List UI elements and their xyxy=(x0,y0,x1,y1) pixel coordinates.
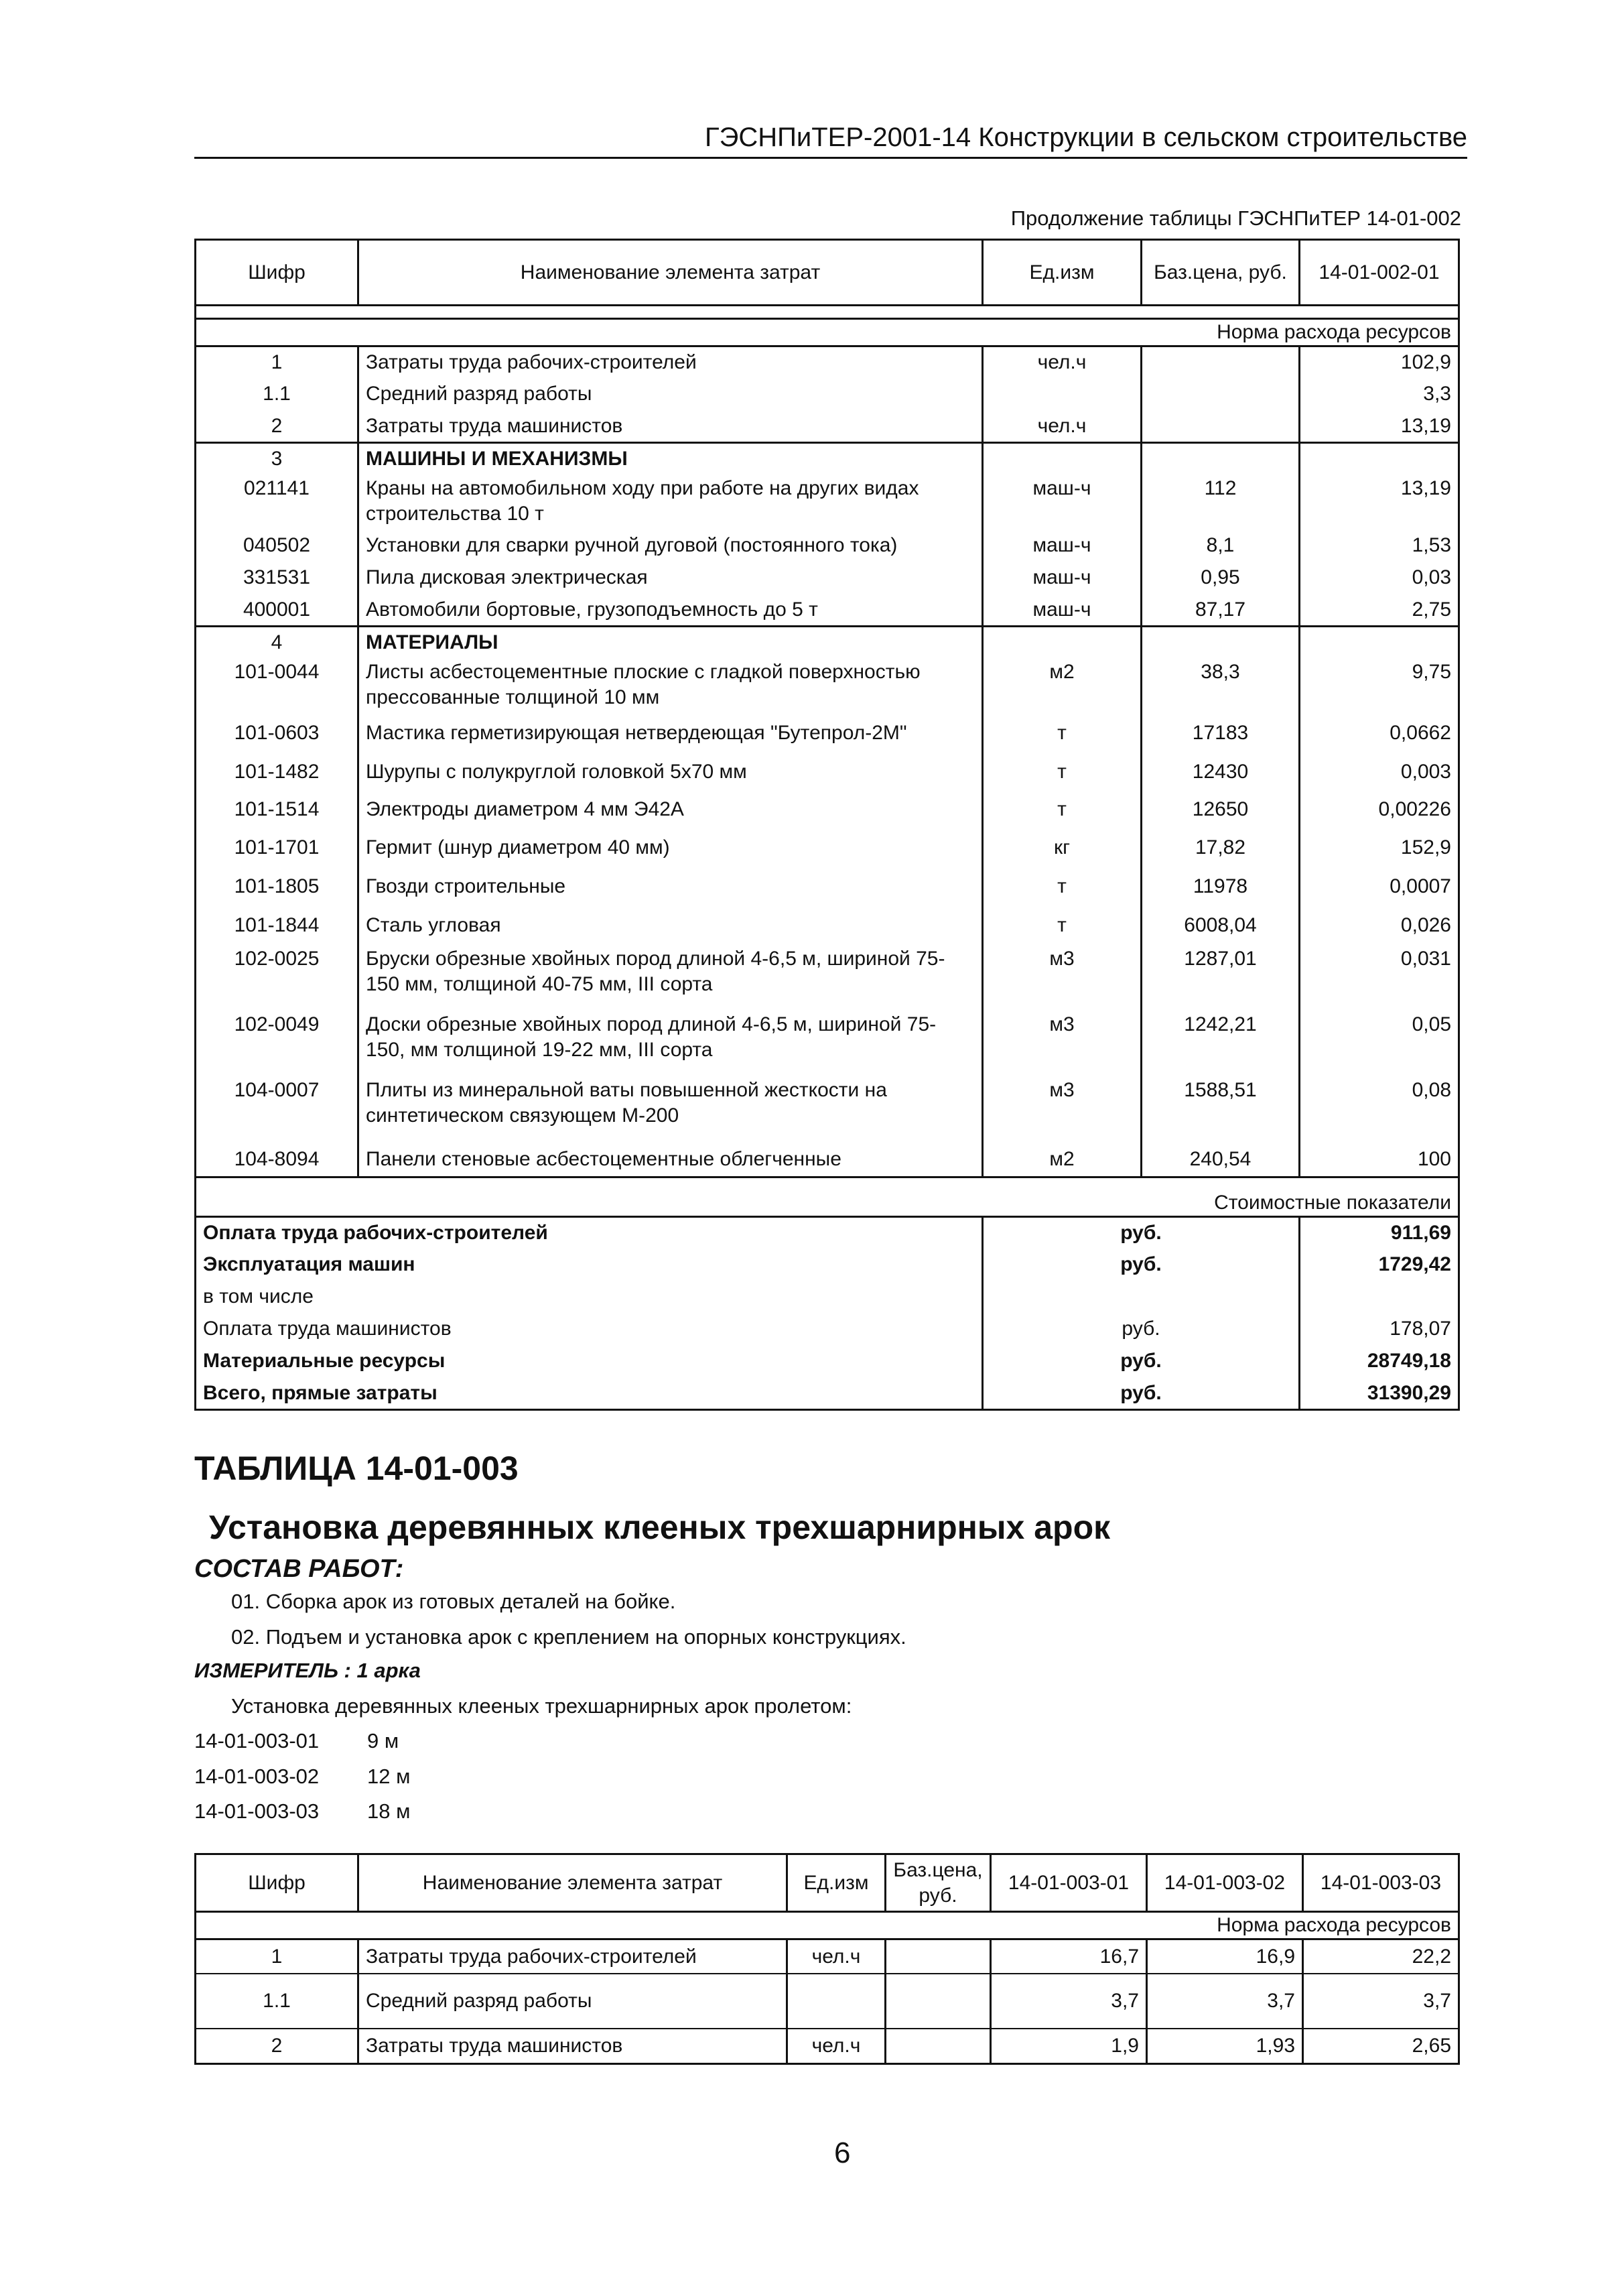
row-name: Плиты из минеральной ваты повышенной жесткости на синтетическом связующем М-200 xyxy=(358,1076,983,1142)
table-header-row xyxy=(196,1854,1459,1912)
row-value: 13,19 xyxy=(1300,474,1459,529)
variant-code: 14-01-003-03 xyxy=(194,1799,320,1823)
cost-name: Материальные ресурсы xyxy=(196,1345,983,1377)
row-code: 2 xyxy=(196,410,358,442)
row-price: 87,17 xyxy=(1142,594,1300,626)
row-price xyxy=(886,1939,991,1974)
column-header: Наименование элемента затрат xyxy=(358,240,983,306)
column-header: 14-01-002-01 xyxy=(1300,240,1459,306)
cost-value: 911,69 xyxy=(1300,1216,1459,1249)
row-name: Средний разряд работы xyxy=(358,1974,787,2029)
cost-name: Эксплуатация машин xyxy=(196,1249,983,1281)
cost-unit: руб. xyxy=(983,1345,1300,1377)
table-row xyxy=(196,791,1459,828)
table-row xyxy=(196,2029,1459,2063)
variant-code: 14-01-003-01 xyxy=(194,1729,320,1752)
row-unit: м2 xyxy=(983,1142,1142,1177)
cost-unit xyxy=(983,1281,1300,1313)
composition-label: СОСТАВ РАБОТ: xyxy=(194,1555,404,1583)
row-name: Гермит (шнур диаметром 40 мм) xyxy=(358,828,983,867)
row-price xyxy=(886,2029,991,2063)
row-value: 152,9 xyxy=(1300,828,1459,867)
cost-label-row xyxy=(196,1190,1459,1216)
row-name: МАТЕРИАЛЫ xyxy=(358,626,983,658)
row-value: 1,93 xyxy=(1147,2029,1303,2063)
row-value: 3,7 xyxy=(991,1974,1147,2029)
cost-label: Стоимостные показатели xyxy=(196,1190,1459,1216)
page-number: 6 xyxy=(834,2136,851,2169)
row-price: 6008,04 xyxy=(1142,906,1300,945)
table-row xyxy=(196,828,1459,867)
row-code: 101-0044 xyxy=(196,658,358,713)
cost-unit: руб. xyxy=(983,1216,1300,1249)
row-name: МАШИНЫ И МЕХАНИЗМЫ xyxy=(358,442,983,474)
row-value: 0,0007 xyxy=(1300,867,1459,906)
row-value: 13,19 xyxy=(1300,410,1459,442)
row-code: 1 xyxy=(196,1939,358,1974)
column-header: 14-01-003-03 xyxy=(1303,1854,1459,1912)
table-row xyxy=(196,626,1459,658)
row-name: Установки для сварки ручной дуговой (постоянного тока) xyxy=(358,529,983,562)
row-price: 8,1 xyxy=(1142,529,1300,562)
measure-label: ИЗМЕРИТЕЛЬ : xyxy=(194,1659,351,1682)
row-price: 1242,21 xyxy=(1142,1011,1300,1076)
row-price xyxy=(1142,346,1300,378)
norm-label: Норма расхода ресурсов xyxy=(196,319,1459,346)
table-row xyxy=(196,906,1459,945)
column-header: Ед.изм xyxy=(787,1854,886,1912)
row-unit: маш-ч xyxy=(983,529,1142,562)
resource-table-14-01-003 xyxy=(194,1853,1460,2065)
row-value: 3,7 xyxy=(1303,1974,1459,2029)
row-code: 021141 xyxy=(196,474,358,529)
norm-label-row xyxy=(196,1912,1459,1939)
row-price xyxy=(1142,442,1300,474)
measure-value: 1 арка xyxy=(356,1659,421,1682)
cost-unit: руб. xyxy=(983,1377,1300,1409)
measure-line xyxy=(194,1659,421,1683)
row-price xyxy=(1142,626,1300,658)
row-name: Бруски обрезные хвойных пород длиной 4-6,5 м, шириной 75-150 мм, толщиной 40-75 мм, III сорта xyxy=(358,945,983,1011)
table-row xyxy=(196,378,1459,410)
row-code: 1 xyxy=(196,346,358,378)
row-value: 9,75 xyxy=(1300,658,1459,713)
row-value: 0,0662 xyxy=(1300,713,1459,753)
row-unit: т xyxy=(983,791,1142,828)
row-value: 0,05 xyxy=(1300,1011,1459,1076)
row-value: 102,9 xyxy=(1300,346,1459,378)
row-name: Листы асбестоцементные плоские с гладкой поверхностью прессованные толщиной 10 мм xyxy=(358,658,983,713)
row-value: 3,7 xyxy=(1147,1974,1303,2029)
row-unit: м3 xyxy=(983,945,1142,1011)
cost-value: 178,07 xyxy=(1300,1313,1459,1345)
column-header: Шифр xyxy=(196,240,358,306)
norm-label-row xyxy=(196,319,1459,346)
table-row xyxy=(196,1939,1459,1974)
row-unit: чел.ч xyxy=(983,410,1142,442)
row-price xyxy=(1142,378,1300,410)
row-price: 17,82 xyxy=(1142,828,1300,867)
row-unit: т xyxy=(983,713,1142,753)
row-value: 2,75 xyxy=(1300,594,1459,626)
row-code: 102-0025 xyxy=(196,945,358,1011)
row-price xyxy=(1142,410,1300,442)
row-unit: чел.ч xyxy=(983,346,1142,378)
norm-label: Норма расхода ресурсов xyxy=(196,1912,1459,1939)
row-price: 12650 xyxy=(1142,791,1300,828)
variants-intro: Установка деревянных клееных трехшарнирных арок пролетом: xyxy=(231,1694,852,1718)
cost-row xyxy=(196,1345,1459,1377)
work-step: 01. Сборка арок из готовых деталей на бойке. xyxy=(231,1590,676,1613)
row-value xyxy=(1300,442,1459,474)
row-name: Электроды диаметром 4 мм Э42А xyxy=(358,791,983,828)
row-name: Затраты труда машинистов xyxy=(358,2029,787,2063)
variant-span: 18 м xyxy=(367,1799,411,1823)
row-name: Гвозди строительные xyxy=(358,867,983,906)
spacer-cell xyxy=(196,306,1459,319)
work-step: 02. Подъем и установка арок с креплением на опорных конструкциях. xyxy=(231,1625,906,1649)
row-unit: чел.ч xyxy=(787,2029,886,2063)
spacer-row xyxy=(196,306,1459,319)
column-header: Ед.изм xyxy=(983,240,1142,306)
row-unit: кг xyxy=(983,828,1142,867)
row-code: 400001 xyxy=(196,594,358,626)
row-value xyxy=(1300,626,1459,658)
row-unit: м2 xyxy=(983,658,1142,713)
table-row xyxy=(196,346,1459,378)
table-row xyxy=(196,1011,1459,1076)
row-value: 0,08 xyxy=(1300,1076,1459,1142)
column-header: Наименование элемента затрат xyxy=(358,1854,787,1912)
row-price: 240,54 xyxy=(1142,1142,1300,1177)
row-value: 0,00226 xyxy=(1300,791,1459,828)
row-name: Мастика герметизирующая нетвердеющая "Бутепрол-2М" xyxy=(358,713,983,753)
row-name: Сталь угловая xyxy=(358,906,983,945)
table-row xyxy=(196,442,1459,474)
row-price: 12430 xyxy=(1142,753,1300,791)
row-name: Затраты труда рабочих-строителей xyxy=(358,346,983,378)
cost-row xyxy=(196,1281,1459,1313)
table-title: ТАБЛИЦА 14-01-003 xyxy=(194,1450,519,1487)
row-value: 16,7 xyxy=(991,1939,1147,1974)
row-unit: т xyxy=(983,906,1142,945)
row-value: 0,03 xyxy=(1300,562,1459,594)
table-row xyxy=(196,945,1459,1011)
row-unit xyxy=(983,442,1142,474)
table-row xyxy=(196,867,1459,906)
row-name: Средний разряд работы xyxy=(358,378,983,410)
variant-code: 14-01-003-02 xyxy=(194,1765,320,1788)
header-title: ГЭСНПиТЕР-2001-14 Конструкции в сельском строительстве xyxy=(704,123,1467,152)
row-code: 101-1844 xyxy=(196,906,358,945)
row-unit: маш-ч xyxy=(983,474,1142,529)
row-name: Краны на автомобильном ходу при работе на других видах строительства 10 т xyxy=(358,474,983,529)
page-header xyxy=(194,115,1467,159)
table-row xyxy=(196,474,1459,529)
cost-value: 28749,18 xyxy=(1300,1345,1459,1377)
row-name: Автомобили бортовые, грузоподъемность до 5 т xyxy=(358,594,983,626)
continuation-note: Продолжение таблицы ГЭСНПиТЕР 14-01-002 xyxy=(1010,206,1461,230)
row-price: 38,3 xyxy=(1142,658,1300,713)
cost-name: Оплата труда машинистов xyxy=(196,1313,983,1345)
row-code: 040502 xyxy=(196,529,358,562)
column-header: Баз.цена, руб. xyxy=(886,1854,991,1912)
cost-name: Оплата труда рабочих-строителей xyxy=(196,1216,983,1249)
row-price: 112 xyxy=(1142,474,1300,529)
row-unit: т xyxy=(983,867,1142,906)
row-unit: м3 xyxy=(983,1076,1142,1142)
table-row xyxy=(196,1142,1459,1177)
row-value: 0,026 xyxy=(1300,906,1459,945)
row-code: 101-1701 xyxy=(196,828,358,867)
table-header-row xyxy=(196,240,1459,306)
row-code: 101-0603 xyxy=(196,713,358,753)
table-row xyxy=(196,529,1459,562)
row-name: Пила дисковая электрическая xyxy=(358,562,983,594)
row-code: 3 xyxy=(196,442,358,474)
table-row xyxy=(196,713,1459,753)
row-name: Панели стеновые асбестоцементные облегченные xyxy=(358,1142,983,1177)
column-header: 14-01-003-01 xyxy=(991,1854,1147,1912)
row-value: 1,9 xyxy=(991,2029,1147,2063)
row-price: 1588,51 xyxy=(1142,1076,1300,1142)
row-code: 4 xyxy=(196,626,358,658)
cost-value xyxy=(1300,1281,1459,1313)
cost-name: в том числе xyxy=(196,1281,983,1313)
cost-value: 31390,29 xyxy=(1300,1377,1459,1409)
cost-row xyxy=(196,1216,1459,1249)
row-code: 104-0007 xyxy=(196,1076,358,1142)
spacer-cell xyxy=(196,1177,1459,1190)
row-code: 1.1 xyxy=(196,1974,358,2029)
variant-span: 9 м xyxy=(367,1729,399,1752)
row-code: 101-1482 xyxy=(196,753,358,791)
row-value: 1,53 xyxy=(1300,529,1459,562)
row-name: Затраты труда машинистов xyxy=(358,410,983,442)
row-name: Затраты труда рабочих-строителей xyxy=(358,1939,787,1974)
row-unit: т xyxy=(983,753,1142,791)
row-unit xyxy=(983,626,1142,658)
row-name: Доски обрезные хвойных пород длиной 4-6,5 м, шириной 75-150, мм толщиной 19-22 мм, III сорта xyxy=(358,1011,983,1076)
cost-row xyxy=(196,1377,1459,1409)
resource-table-14-01-002 xyxy=(194,239,1460,1411)
row-value: 0,003 xyxy=(1300,753,1459,791)
row-value: 22,2 xyxy=(1303,1939,1459,1974)
row-price: 0,95 xyxy=(1142,562,1300,594)
row-price: 17183 xyxy=(1142,713,1300,753)
row-unit: маш-ч xyxy=(983,594,1142,626)
table-row xyxy=(196,594,1459,626)
column-header: 14-01-003-02 xyxy=(1147,1854,1303,1912)
cost-value: 1729,42 xyxy=(1300,1249,1459,1281)
row-code: 1.1 xyxy=(196,378,358,410)
row-unit: м3 xyxy=(983,1011,1142,1076)
row-price: 11978 xyxy=(1142,867,1300,906)
table-row xyxy=(196,658,1459,713)
cost-name: Всего, прямые затраты xyxy=(196,1377,983,1409)
row-value: 2,65 xyxy=(1303,2029,1459,2063)
row-unit: чел.ч xyxy=(787,1939,886,1974)
row-unit xyxy=(787,1974,886,2029)
row-unit xyxy=(983,378,1142,410)
column-header: Шифр xyxy=(196,1854,358,1912)
row-code: 331531 xyxy=(196,562,358,594)
cost-unit: руб. xyxy=(983,1313,1300,1345)
table-subtitle: Установка деревянных клееных трехшарнирных арок xyxy=(209,1509,1111,1546)
row-price: 1287,01 xyxy=(1142,945,1300,1011)
row-code: 102-0049 xyxy=(196,1011,358,1076)
row-price xyxy=(886,1974,991,2029)
row-code: 2 xyxy=(196,2029,358,2063)
spacer-row xyxy=(196,1177,1459,1190)
row-value: 0,031 xyxy=(1300,945,1459,1011)
table-row xyxy=(196,562,1459,594)
row-code: 101-1514 xyxy=(196,791,358,828)
table-row xyxy=(196,753,1459,791)
table-row xyxy=(196,1974,1459,2029)
row-name: Шурупы с полукруглой головкой 5х70 мм xyxy=(358,753,983,791)
column-header: Баз.цена, руб. xyxy=(1142,240,1300,306)
table-row xyxy=(196,410,1459,442)
row-code: 101-1805 xyxy=(196,867,358,906)
row-value: 100 xyxy=(1300,1142,1459,1177)
row-value: 16,9 xyxy=(1147,1939,1303,1974)
row-code: 104-8094 xyxy=(196,1142,358,1177)
row-value: 3,3 xyxy=(1300,378,1459,410)
variant-span: 12 м xyxy=(367,1765,411,1788)
cost-row xyxy=(196,1313,1459,1345)
cost-row xyxy=(196,1249,1459,1281)
cost-unit: руб. xyxy=(983,1249,1300,1281)
row-unit: маш-ч xyxy=(983,562,1142,594)
table-row xyxy=(196,1076,1459,1142)
